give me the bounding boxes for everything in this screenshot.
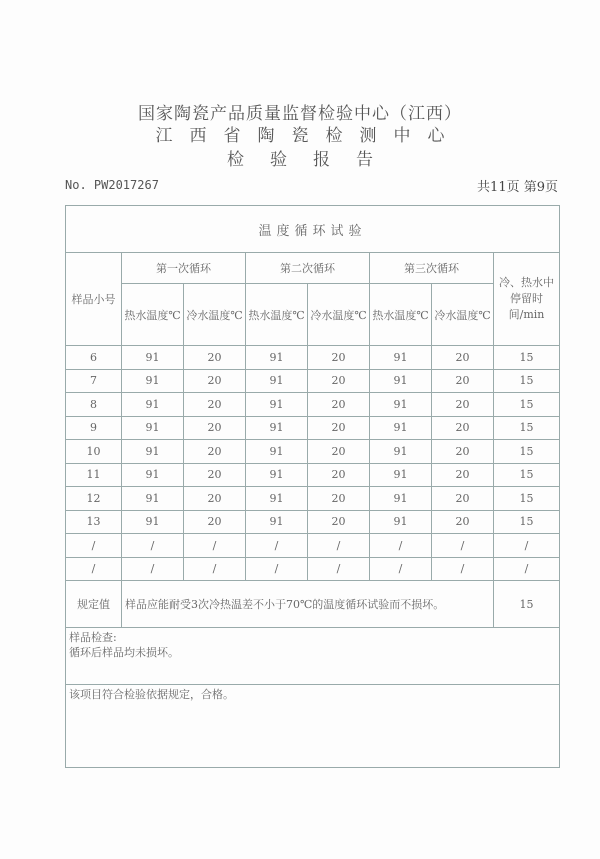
spec-text: 样品应能耐受3次冷热温差不小于70℃的温度循环试验而不损坏。 xyxy=(122,581,494,628)
table-cell: 20 xyxy=(432,510,494,534)
table-cell: 91 xyxy=(122,440,184,464)
table-cell: 91 xyxy=(370,510,432,534)
table-row xyxy=(66,510,560,534)
table-cell: 20 xyxy=(308,510,370,534)
table-cell: / xyxy=(184,557,246,581)
table-cell: 8 xyxy=(66,393,122,417)
table-cell: 20 xyxy=(184,393,246,417)
table-cell: 20 xyxy=(184,510,246,534)
hot-header: 热水温度℃ xyxy=(370,284,432,346)
table-cell: 91 xyxy=(246,440,308,464)
table-cell: 15 xyxy=(494,463,560,487)
table-cell: 20 xyxy=(432,346,494,370)
table-cell: / xyxy=(370,557,432,581)
report-number: No. PW2017267 xyxy=(65,178,159,192)
table-cell: 91 xyxy=(370,440,432,464)
table-cell: 91 xyxy=(246,510,308,534)
table-cell: 7 xyxy=(66,369,122,393)
table-cell: 91 xyxy=(370,346,432,370)
table-cell: 20 xyxy=(184,440,246,464)
table-title: 温度循环试验 xyxy=(66,206,560,253)
table-row xyxy=(66,393,560,417)
table-cell: 20 xyxy=(308,393,370,417)
spec-label: 规定值 xyxy=(66,581,122,628)
table-row xyxy=(66,463,560,487)
results-table xyxy=(65,205,560,768)
cold-header: 冷水温度℃ xyxy=(184,284,246,346)
table-cell: 91 xyxy=(246,393,308,417)
table-cell: 20 xyxy=(308,487,370,511)
table-row xyxy=(66,487,560,511)
table-cell: 20 xyxy=(308,346,370,370)
table-cell: / xyxy=(308,557,370,581)
table-cell: 20 xyxy=(184,487,246,511)
table-cell: 15 xyxy=(494,487,560,511)
table-cell: / xyxy=(494,557,560,581)
hot-header: 热水温度℃ xyxy=(246,284,308,346)
table-cell: 15 xyxy=(494,510,560,534)
table-cell: 20 xyxy=(432,487,494,511)
table-cell: / xyxy=(246,557,308,581)
table-cell: 10 xyxy=(66,440,122,464)
cold-header: 冷水温度℃ xyxy=(432,284,494,346)
table-cell: / xyxy=(432,557,494,581)
table-cell: 91 xyxy=(122,346,184,370)
table-cell: 91 xyxy=(246,346,308,370)
table-cell: / xyxy=(66,534,122,558)
table-cell: 91 xyxy=(122,416,184,440)
hot-header: 热水温度℃ xyxy=(122,284,184,346)
table-cell: 20 xyxy=(432,416,494,440)
cycle-1-header: 第一次循环 xyxy=(122,253,246,284)
table-cell: 91 xyxy=(122,393,184,417)
table-cell: 20 xyxy=(432,463,494,487)
inspection-text: 循环后样品均未损坏。 xyxy=(69,646,179,659)
table-cell: 9 xyxy=(66,416,122,440)
table-cell: / xyxy=(494,534,560,558)
table-cell: 20 xyxy=(308,463,370,487)
table-cell: 15 xyxy=(494,440,560,464)
table-cell: 20 xyxy=(184,463,246,487)
table-cell: 91 xyxy=(370,416,432,440)
spec-value: 15 xyxy=(494,581,560,628)
table-cell: 20 xyxy=(432,393,494,417)
sample-header: 样品小号 xyxy=(66,253,122,346)
report-title: 检验报告 xyxy=(227,150,399,170)
table-cell: / xyxy=(122,557,184,581)
cycle-2-header: 第二次循环 xyxy=(246,253,370,284)
table-cell: 91 xyxy=(370,487,432,511)
table-cell: / xyxy=(122,534,184,558)
table-cell: 20 xyxy=(432,440,494,464)
table-cell: 91 xyxy=(246,463,308,487)
table-cell: / xyxy=(432,534,494,558)
table-cell: / xyxy=(308,534,370,558)
table-cell: 91 xyxy=(122,369,184,393)
table-cell: 91 xyxy=(122,510,184,534)
dwell-header: 冷、热水中停留时间/min xyxy=(494,253,560,346)
table-cell: 20 xyxy=(184,346,246,370)
table-cell: 20 xyxy=(432,369,494,393)
table-cell: 12 xyxy=(66,487,122,511)
table-cell: 91 xyxy=(122,487,184,511)
table-cell: 91 xyxy=(370,393,432,417)
table-cell: 15 xyxy=(494,369,560,393)
table-cell: 91 xyxy=(246,369,308,393)
table-cell: 15 xyxy=(494,346,560,370)
table-cell: 91 xyxy=(122,463,184,487)
table-cell: 11 xyxy=(66,463,122,487)
table-cell: 20 xyxy=(184,369,246,393)
table-row xyxy=(66,440,560,464)
table-cell: 15 xyxy=(494,393,560,417)
conclusion: 该项目符合检验依据规定，合格。 xyxy=(66,685,560,768)
table-cell: 13 xyxy=(66,510,122,534)
table-cell: / xyxy=(184,534,246,558)
table-cell: 6 xyxy=(66,346,122,370)
org-title: 国家陶瓷产品质量监督检验中心（江西） xyxy=(138,104,462,124)
table-row xyxy=(66,534,560,558)
table-row xyxy=(66,416,560,440)
table-cell: 20 xyxy=(184,416,246,440)
table-cell: 91 xyxy=(246,416,308,440)
table-row xyxy=(66,369,560,393)
inspection-cell xyxy=(66,628,560,685)
page-info: 共11页 第9页 xyxy=(477,180,558,195)
cycle-3-header: 第三次循环 xyxy=(370,253,494,284)
table-cell: 15 xyxy=(494,416,560,440)
table-cell: 91 xyxy=(370,369,432,393)
table-cell: 20 xyxy=(308,440,370,464)
cold-header: 冷水温度℃ xyxy=(308,284,370,346)
table-cell: / xyxy=(370,534,432,558)
table-row xyxy=(66,346,560,370)
table-cell: / xyxy=(246,534,308,558)
table-cell: 91 xyxy=(370,463,432,487)
table-cell: / xyxy=(66,557,122,581)
table-cell: 20 xyxy=(308,416,370,440)
center-title: 江西省陶瓷检测中心 xyxy=(155,126,462,146)
table-cell: 20 xyxy=(308,369,370,393)
table-row xyxy=(66,557,560,581)
inspection-label: 样品检查: xyxy=(69,631,117,644)
table-cell: 91 xyxy=(246,487,308,511)
